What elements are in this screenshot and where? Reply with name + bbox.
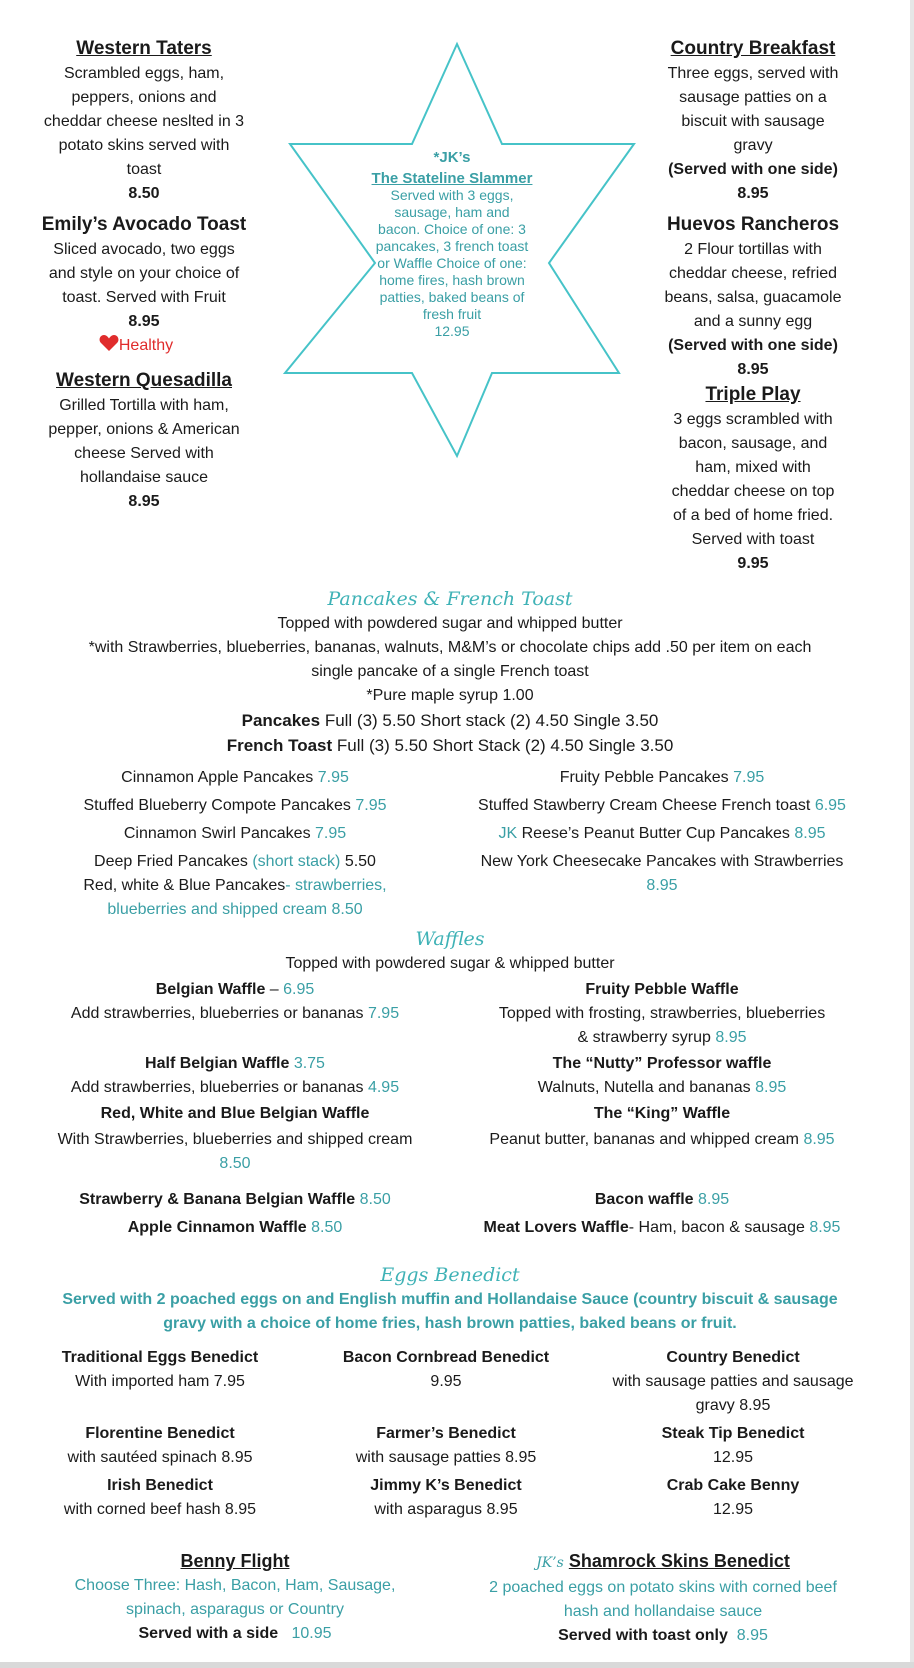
item-desc: beans, salsa, guacamole [664, 289, 842, 306]
item-desc: ham, mixed with [695, 459, 811, 476]
waffles-right [452, 978, 872, 1240]
item-title: Country Breakfast [670, 38, 836, 59]
list-item [30, 1188, 440, 1212]
item-desc [452, 1128, 872, 1152]
item-price: 6.95 [283, 981, 315, 998]
star-special [362, 146, 542, 340]
item-desc: 12.95 [712, 1501, 754, 1518]
item-name: Steak Tip Benedict [661, 1425, 805, 1442]
item-name: Irish Benedict [107, 1477, 213, 1494]
star-price: 12.95 [434, 323, 470, 339]
menu-item [640, 36, 866, 206]
list-item [30, 794, 440, 818]
item-extra: - strawberries, [285, 877, 387, 894]
intro-line: Topped with powdered sugar & whipped butter [285, 955, 615, 972]
item-price: 8.50 [359, 1191, 391, 1208]
list-item [452, 766, 872, 790]
desc-price: 7.95 [367, 1005, 400, 1022]
item-name: Fruity Pebble Waffle [585, 981, 739, 998]
desc-price: 8.95 [803, 1131, 835, 1148]
benedict-item [588, 1422, 878, 1470]
shamrock-skins [448, 1548, 878, 1648]
menu-item [22, 36, 266, 206]
pancakes-left [30, 766, 440, 922]
intro-line: single pancake of a single French toast [311, 663, 589, 680]
item-name: The “King” Waffle [593, 1105, 731, 1122]
item-name: Florentine Benedict [85, 1425, 235, 1442]
item-desc [452, 1026, 872, 1050]
item-name: Cinnamon Apple Pancakes [121, 769, 314, 786]
list-item [452, 794, 872, 818]
item-desc: peppers, onions and [71, 89, 217, 106]
star-title: The Stateline Slammer [371, 170, 533, 187]
section-heading: Eggs Benedict [380, 1264, 520, 1286]
item-desc: potato skins served with [58, 137, 230, 154]
item-desc [30, 1076, 440, 1100]
item-name: Deep Fried Pancakes [94, 853, 248, 870]
french-toast-prices: Full (3) 5.50 Short Stack (2) 4.50 Single 3.50 [336, 736, 674, 755]
star-line: fresh fruit [422, 306, 482, 322]
item-desc: pepper, onions & American [48, 421, 240, 438]
list-item [30, 822, 440, 846]
intro-line: *Pure maple syrup 1.00 [366, 687, 534, 704]
top-right-column [640, 36, 866, 576]
desc-price: 4.95 [367, 1079, 400, 1096]
benedict-item [316, 1422, 576, 1470]
item-title-line [448, 1548, 878, 1576]
benedict-item [30, 1422, 290, 1470]
item-desc: Choose Three: Hash, Bacon, Ham, Sausage, [74, 1577, 396, 1594]
item-desc: toast. Served with Fruit [62, 289, 226, 306]
item-name: Bacon waffle [594, 1191, 694, 1208]
item-desc: with asparagus 8.95 [374, 1501, 518, 1518]
item-desc: Served with toast [691, 531, 815, 548]
healthy-badge [6, 334, 266, 358]
item-desc: 2 poached eggs on potato skins with corned beef [489, 1579, 837, 1596]
menu-item [22, 212, 266, 358]
item-price: 5.50 [344, 853, 376, 870]
benedict-item [30, 1346, 290, 1394]
item-desc: with sausage patties 8.95 [355, 1449, 537, 1466]
item-title: Western Quesadilla [56, 370, 232, 391]
section-heading: Pancakes & French Toast [327, 588, 573, 610]
item-price: 8.50 [311, 1219, 343, 1236]
waffles-left [30, 978, 440, 1240]
desc-price: 8.95 [755, 1079, 787, 1096]
item-price: 7.95 [355, 797, 387, 814]
served-text: Served with a side [138, 1625, 279, 1642]
item-desc: cheddar cheese on top [671, 483, 835, 500]
item-price: 8.95 [737, 185, 769, 202]
item-price: 9.95 [737, 555, 769, 572]
item-name: Fruity Pebble Pancakes [559, 769, 729, 786]
pancakes-prices: Full (3) 5.50 Short stack (2) 4.50 Single 3.50 [324, 711, 659, 730]
intro-line: *with Strawberries, blueberries, bananas, walnuts, M&M’s or chocolate chips add .50 per item on each [88, 639, 812, 656]
item-price: 10.95 [291, 1625, 332, 1642]
item-name: Crab Cake Benny [666, 1477, 800, 1494]
star-line: home fires, hash brown [379, 272, 525, 288]
item-price: 3.75 [293, 1055, 325, 1072]
item-desc: with corned beef hash 8.95 [63, 1501, 257, 1518]
item-name: Apple Cinnamon Waffle [127, 1219, 307, 1236]
item-price: 8.95 [128, 313, 160, 330]
item-name: Country Benedict [666, 1349, 800, 1366]
item-name: Bacon Cornbread Benedict [342, 1349, 550, 1366]
desc-price: 8.50 [219, 1155, 251, 1172]
item-name: The “Nutty” Professor waffle [552, 1055, 772, 1072]
intro-line: Topped with powdered sugar and whipped butter [277, 615, 623, 632]
intro-line: Served with 2 poached eggs on and English muffin and Hollandaise Sauce (country biscuit & sausage [62, 1291, 838, 1308]
item-desc: Three eggs, served with [667, 65, 839, 82]
benedict-section [0, 1262, 900, 1336]
desc-text: Peanut butter, bananas and whipped cream [489, 1131, 799, 1148]
item-desc: Topped with frosting, strawberries, blueberries [498, 1005, 826, 1022]
list-item [30, 850, 440, 874]
benedict-item [316, 1474, 576, 1522]
benedict-item [588, 1346, 878, 1418]
star-tag: *JK’s [433, 149, 471, 166]
star-line: pancakes, 3 french toast [375, 238, 529, 254]
item-desc: with sautéed spinach 8.95 [67, 1449, 253, 1466]
pancakes-pricing [0, 708, 900, 733]
item-desc: with sausage patties and sausage [612, 1373, 854, 1390]
list-item [30, 1052, 440, 1076]
heart-icon [99, 334, 119, 352]
item-title: Western Taters [76, 38, 212, 59]
item-desc: cheddar cheese neslted in 3 [43, 113, 245, 130]
benedict-item [316, 1346, 576, 1394]
intro-line: gravy with a choice of home fries, hash brown patties, baked beans or fruit. [163, 1315, 737, 1332]
item-name: Stuffed Blueberry Compote Pancakes [83, 797, 351, 814]
list-item [30, 978, 440, 1002]
item-name: Stuffed Stawberry Cream Cheese French toast [478, 797, 811, 814]
item-name: Traditional Eggs Benedict [61, 1349, 259, 1366]
item-extra: - Ham, bacon & sausage [628, 1219, 805, 1236]
benedict-item [30, 1474, 290, 1522]
list-item [452, 1188, 872, 1212]
pancakes-section [0, 586, 900, 758]
item-name: Half Belgian Waffle [145, 1055, 290, 1072]
page-edge [910, 0, 914, 1668]
item-desc: Grilled Tortilla with ham, [59, 397, 229, 414]
list-item [30, 1216, 440, 1240]
list-item [452, 822, 872, 846]
item-desc: hollandaise sauce [79, 469, 209, 486]
item-desc: of a bed of home fried. [672, 507, 834, 524]
top-left-column [22, 36, 266, 514]
item-price: 7.95 [315, 825, 347, 842]
menu-item [640, 212, 866, 382]
item-title: Triple Play [705, 384, 801, 405]
item-desc: hash and hollandaise sauce [563, 1603, 763, 1620]
item-desc: and style on your choice of [48, 265, 240, 282]
item-prefix: JK’s [536, 1555, 564, 1571]
star-line: patties, baked beans of [379, 289, 525, 305]
list-item [30, 874, 440, 898]
item-extra: blueberries and shipped cream 8.50 [107, 901, 363, 918]
desc-text: Add strawberries, blueberries or bananas [70, 1005, 364, 1022]
item-desc: 3 eggs scrambled with [673, 411, 833, 428]
item-desc: gravy [733, 137, 773, 154]
item-price: 8.50 [128, 185, 160, 202]
desc-text: & strawberry syrup [577, 1029, 711, 1046]
item-name: Benny Flight [180, 1551, 290, 1571]
item-desc: 2 Flour tortillas with [684, 241, 822, 258]
item-desc: toast [126, 161, 162, 178]
item-name: Meat Lovers Waffle [483, 1219, 629, 1236]
item-dash: – [265, 981, 284, 998]
item-price: 8.95 [646, 877, 678, 894]
item-desc: 9.95 [430, 1373, 462, 1390]
pancakes-label: Pancakes [241, 711, 321, 730]
item-desc: Scrambled eggs, ham, [63, 65, 225, 82]
item-name: Reese’s Peanut Butter Cup Pancakes [521, 825, 790, 842]
benny-flight [40, 1548, 430, 1646]
item-desc: cheese Served with [74, 445, 214, 462]
item-price: 8.95 [698, 1191, 730, 1208]
item-desc [452, 1076, 872, 1100]
item-price: 8.95 [128, 493, 160, 510]
item-desc: bacon, sausage, and [678, 435, 828, 452]
list-item [30, 766, 440, 790]
star-line: sausage, ham and [394, 204, 510, 220]
item-desc: biscuit with sausage [681, 113, 825, 130]
star-line: or Waffle Choice of one: [377, 255, 527, 271]
item-price: 8.95 [809, 1219, 841, 1236]
desc-text: Walnuts, Nutella and bananas [537, 1079, 751, 1096]
served-line [448, 1624, 878, 1648]
served-text: Served with toast only [558, 1627, 728, 1644]
item-name: Belgian Waffle [155, 981, 266, 998]
desc-text: Add strawberries, blueberries or bananas [70, 1079, 364, 1096]
item-note: (Served with one side) [668, 161, 838, 178]
item-name: Shamrock Skins Benedict [568, 1551, 790, 1571]
item-title: Emily’s Avocado Toast [41, 214, 247, 235]
french-toast-pricing [0, 733, 900, 758]
benedict-item [588, 1474, 878, 1522]
menu-item [640, 382, 866, 576]
item-price: 8.95 [794, 825, 826, 842]
item-desc: and a sunny egg [693, 313, 813, 330]
item-desc: With imported ham 7.95 [75, 1373, 245, 1390]
item-desc: spinach, asparagus or Country [126, 1601, 344, 1618]
item-title: Huevos Rancheros [666, 214, 840, 235]
list-item [452, 1216, 872, 1240]
item-desc: cheddar cheese, refried [668, 265, 838, 282]
pancakes-right [452, 766, 872, 898]
item-name: Farmer’s Benedict [376, 1425, 516, 1442]
item-note: (Served with one side) [668, 337, 838, 354]
item-price: 8.95 [736, 1627, 768, 1644]
item-desc: Sliced avocado, two eggs [53, 241, 235, 258]
page-bottom-edge [0, 1662, 914, 1668]
served-line [40, 1622, 430, 1646]
section-heading: Waffles [415, 928, 485, 950]
desc-price: 8.95 [715, 1029, 747, 1046]
item-desc: sausage patties on a [679, 89, 827, 106]
item-name: New York Cheesecake Pancakes with Strawberries [480, 853, 844, 870]
item-price: 7.95 [317, 769, 349, 786]
waffles-section [0, 926, 900, 976]
french-toast-label: French Toast [226, 736, 333, 755]
star-line: bacon. Choice of one: 3 [378, 221, 526, 237]
item-price: 8.95 [737, 361, 769, 378]
item-name: Cinnamon Swirl Pancakes [123, 825, 311, 842]
item-desc: 12.95 [712, 1449, 754, 1466]
item-name: Red, White and Blue Belgian Waffle [100, 1105, 370, 1122]
item-desc [30, 1002, 440, 1026]
item-prefix: JK [498, 825, 518, 842]
item-price: 7.95 [733, 769, 765, 786]
item-extra: (short stack) [252, 853, 341, 870]
menu-item [22, 368, 266, 514]
item-desc: gravy 8.95 [695, 1397, 771, 1414]
item-name: Jimmy K’s Benedict [370, 1477, 522, 1494]
item-name: Red, white & Blue Pancakes [83, 877, 286, 894]
item-name: Strawberry & Banana Belgian Waffle [79, 1191, 356, 1208]
item-desc: With Strawberries, blueberries and shipped cream [57, 1131, 413, 1148]
item-price: 6.95 [814, 797, 846, 814]
star-line: Served with 3 eggs, [390, 187, 514, 203]
healthy-label: Healthy [118, 337, 174, 354]
